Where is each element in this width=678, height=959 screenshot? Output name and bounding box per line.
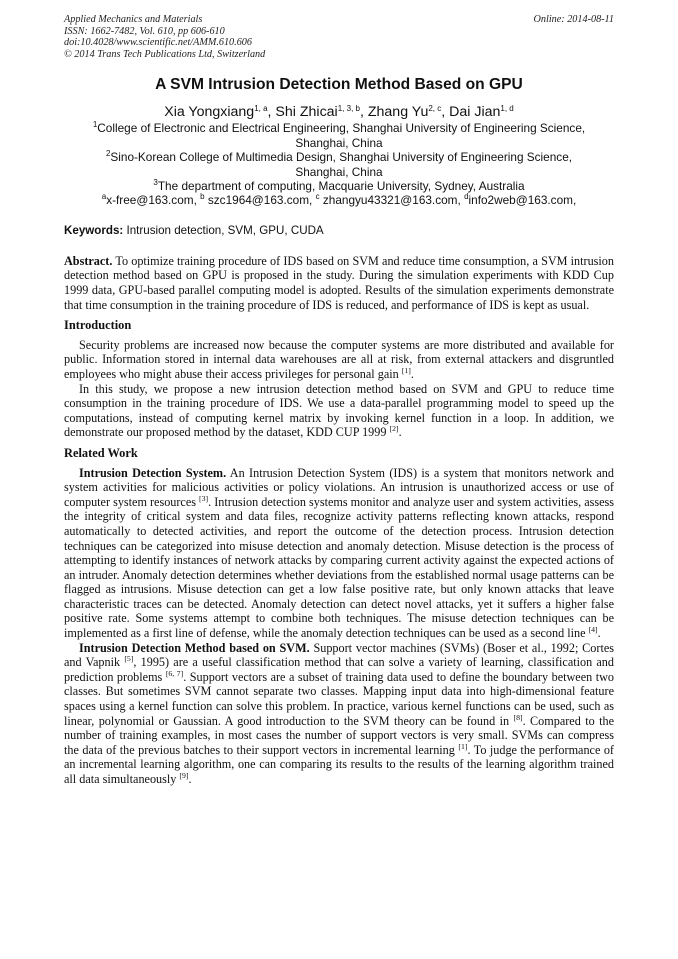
affiliation-3: $^3$The department of computing, Macquarie University, Sydney, Australia: [153, 178, 525, 193]
journal-copyright: © 2014 Trans Tech Publications Ltd, Switzerland: [64, 48, 266, 60]
paragraph: Security problems are increased now because the computer systems are more distributed and available for public. Information stored in internal data warehouses are all at risk, from external attackers and disgruntled employees who might abuse their access privileges for personal gain [1].: [64, 337, 614, 381]
section-heading-related-work: Related Work: [64, 445, 138, 460]
author: Dai Jian$^{1, d}$: [449, 104, 514, 121]
related-work-body: [64, 466, 614, 787]
email: szc1964@163.com,: [204, 193, 316, 208]
run-in-heading: Intrusion Detection Method based on SVM.: [79, 640, 310, 655]
paragraph: Intrusion Detection System. An Intrusion Detection System (IDS) is a system that monitors network and system activities for malicious activities or policy violations. An intrusion is unauthorized access or use of computer system resources [3]. Intrusion detection systems monitor and analyze user and system activities, assess the integrity of critical system and data files, recognize activity patterns reflecting known attacks, respond automatically to detected activities, and report the outcome of the detection process. Intrusion detection techniques can be categorized into misuse detection and anomaly detection. Misuse detection is the process of attempting to identify instances of network attacks by comparing current activity against the expected actions of an intruder. Anomaly detection determines whether deviations from the established normal usage patterns can be flagged as intrusions. Misuse detection can get a low false positive rate, but only known attacks that leave characteristic traces can be detected. Anomaly detection can detect novel attacks, yet it suffers a higher false positive rate. Some systems attempt to combine both techniques. The misuse detection techniques can be implemented as a first line of defense, while the anomaly detection techniques can be used as a second line [4].: [64, 465, 614, 641]
paper-title: A SVM Intrusion Detection Method Based on GPU: [155, 76, 523, 94]
abstract: [64, 254, 614, 312]
email: info2web@163.com,: [468, 193, 577, 208]
citation: [2]: [389, 424, 399, 434]
keywords-label: Keywords:: [64, 223, 124, 237]
email-list: $^a$x-free@163.com, $^b$ szc1964@163.com, $^c$ zhangyu43321@163.com, $^d$info2web@163.com,: [101, 192, 577, 208]
author-list: [64, 103, 614, 121]
keywords-text: Intrusion detection, SVM, GPU, CUDA: [123, 223, 324, 237]
paragraph: Intrusion Detection Method based on SVM. Support vector machines (SVMs) (Boser et al., 1992; Cortes and Vapnik [5], 1995) are a useful classification method that can solve a variety of learning, classification and prediction problems [6, 7]. Support vectors are a subset of training data used to define the boundary between two classes. But sometimes SVM cannot separate two classes. Mapping input data into high-dimensional feature spaces using a kernel function can solve this problem. In practice, various kernel functions can be used, such as linear, polynomial or Gaussian. A good introduction to the SVM theory can be found in [8]. Compared to the number of training examples, in most cases the number of support vectors is very small. SVMs can compress the data of the previous batches to their support vectors in incremental learning [1]. To judge the performance of an incremental learning algorithm, one can comparing its results to the results of the learning algorithm trained all data simultaneously [9].: [64, 640, 615, 786]
paragraph: In this study, we propose a new intrusion detection method based on SVM and GPU to reduce time consumption in the training procedure of IDS. We use a data-parallel programming model to speed up the computations, instead of computing kernel matrix by invoking kernel function in a loop. In addition, we demonstrate our proposed method by the dataset, KDD CUP 1999 [2].: [64, 381, 614, 440]
citation: [3]: [199, 493, 209, 503]
email: x-free@163.com,: [106, 193, 201, 208]
author: Zhang Yu$^{2, c}$,: [367, 104, 450, 121]
email: zhangyu43321@163.com,: [319, 193, 465, 208]
citation: [6, 7]: [165, 668, 184, 678]
run-in-heading: Intrusion Detection System.: [79, 465, 227, 480]
citation: [4]: [588, 625, 598, 635]
section-heading-introduction: Introduction: [64, 318, 132, 333]
journal-name: Applied Mechanics and Materials: [64, 14, 203, 25]
affiliation-1: $^1$College of Electronic and Electrical Engineering, Shanghai University of Engineering Science,: [92, 120, 586, 136]
author: Shi Zhicai$^{1, 3, b}$,: [275, 104, 368, 121]
journal-doi: doi:10.4028/www.scientific.net/AMM.610.606: [64, 37, 252, 49]
journal-header: [64, 14, 614, 60]
affiliations: [64, 121, 614, 207]
citation: [5]: [124, 654, 134, 664]
introduction-body: [64, 338, 614, 440]
affiliation-2: $^2$Sino-Korean College of Multimedia Design, Shanghai University of Engineering Science,: [105, 149, 573, 165]
citation: [8]: [513, 712, 523, 722]
citation: [1]: [458, 741, 468, 751]
keywords: [64, 224, 614, 238]
citation: [9]: [179, 771, 189, 780]
abstract-text: To optimize training procedure of IDS based on SVM and reduce time consumption, a SVM intrusion detection method based on GPU is proposed in the study. During the simulation experiments with KDD Cup 1999 data, GPU-based parallel computing model is adopted. Results of the simulation experiments demonstrate that time consumption in the training procedure of IDS is reduced, and performance of IDS is kept as usual.: [64, 253, 614, 312]
citation: [1]: [401, 365, 411, 375]
affiliation-2-city: Shanghai, China: [295, 164, 383, 179]
journal-issn: ISSN: 1662-7482, Vol. 610, pp 606-610: [64, 25, 225, 37]
author: Xia Yongxiang$^{1, a}$,: [164, 104, 276, 121]
abstract-label: Abstract.: [64, 253, 113, 268]
affiliation-1-city: Shanghai, China: [295, 135, 383, 150]
online-date: Online: 2014-08-11: [533, 14, 614, 25]
